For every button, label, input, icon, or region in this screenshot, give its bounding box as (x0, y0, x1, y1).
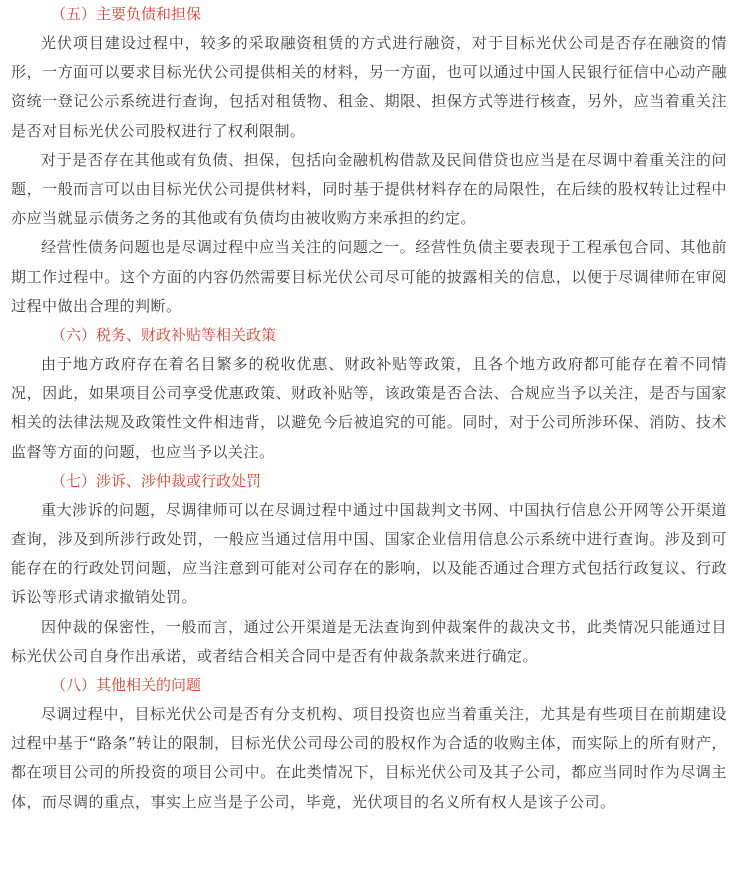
article (11, 0, 727, 817)
paragraph: 尽调过程中，目标光伏公司是否有分支机构、项目投资也应当着重关注，尤其是有些项目在前期建设过程中基于“路条”转让的限制，目标光伏公司母公司的股权作为合适的收购主体，而实际上的所有财产，都在项目公司的所投资的项目公司中。在此类情况下，目标光伏公司及其子公司，都应当同时作为尽调主体，而尽调的重点，事实上应当是子公司，毕竟，光伏项目的名义所有权人是该子公司。 (11, 705, 727, 811)
section-heading: （六）税务、财政补贴等相关政策 (51, 326, 277, 345)
section-7 (11, 467, 727, 671)
section-heading: （八）其他相关的问题 (51, 676, 202, 695)
section-8 (11, 671, 727, 817)
paragraph: 由于地方政府存在着名目繁多的税收优惠、财政补贴等政策，且各个地方政府都可能存在着不同情况，因此，如果项目公司享受优惠政策、财政补贴等，该政策是否合法、合规应当予以关注，是否与国家相关的法律法规及政策性文件相违背，以避免今后被追究的可能。同时，对于公司所涉环保、消防、技术监督等方面的问题，也应当予以关注。 (11, 355, 727, 461)
paragraph: 重大涉诉的问题，尽调律师可以在尽调过程中通过中国裁判文书网、中国执行信息公开网等公开渠道查询，涉及到所涉行政处罚，一般应当通过信用中国、国家企业信用信息公示系统中进行查询。涉及到可能存在的行政处罚问题，应当注意到可能对公司存在的影响，以及能否通过合理方式包括行政复议、行政诉讼等形式请求撤销处罚。 (11, 500, 727, 607)
section-heading: （七）涉诉、涉仲裁或行政处罚 (51, 471, 262, 490)
section-heading: （五）主要负债和担保 (51, 5, 202, 23)
paragraph: 因仲裁的保密性，一般而言，通过公开渠道是无法查询到仲裁案件的裁决文书，此类情况只能通过目标光伏公司自身作出承诺，或者结合相关合同中是否有仲裁条款来进行确定。 (11, 617, 727, 665)
paragraph: 经营性债务问题也是尽调过程中应当关注的问题之一。经营性负债主要表现于工程承包合同、其他前期工作过程中。这个方面的内容仍然需要目标光伏公司尽可能的披露相关的信息，以便于尽调律师在审阅过程中做出合理的判断。 (11, 238, 727, 315)
section-5 (11, 0, 727, 321)
paragraph: 对于是否存在其他或有负债、担保，包括向金融机构借款及民间借贷也应当是在尽调中着重关注的问题，一般而言可以由目标光伏公司提供材料，同时基于提供材料存在的局限性，在后续的股权转让过程中亦应当就显示债务之务的其他或有负债均由被收购方来承担的约定。 (11, 150, 727, 228)
paragraph: 光伏项目建设过程中，较多的采取融资租赁的方式进行融资，对于目标光伏公司是否存在融资的情形，一方面可以要求目标光伏公司提供相关的材料，另一方面，也可以通过中国人民银行征信中心动产融资统一登记公示系统进行查询，包括对租赁物、租金、期限、担保方式等进行核查，另外，应当着重关注是否对目标光伏公司股权进行了权利限制。 (11, 34, 727, 140)
section-6 (11, 321, 727, 467)
